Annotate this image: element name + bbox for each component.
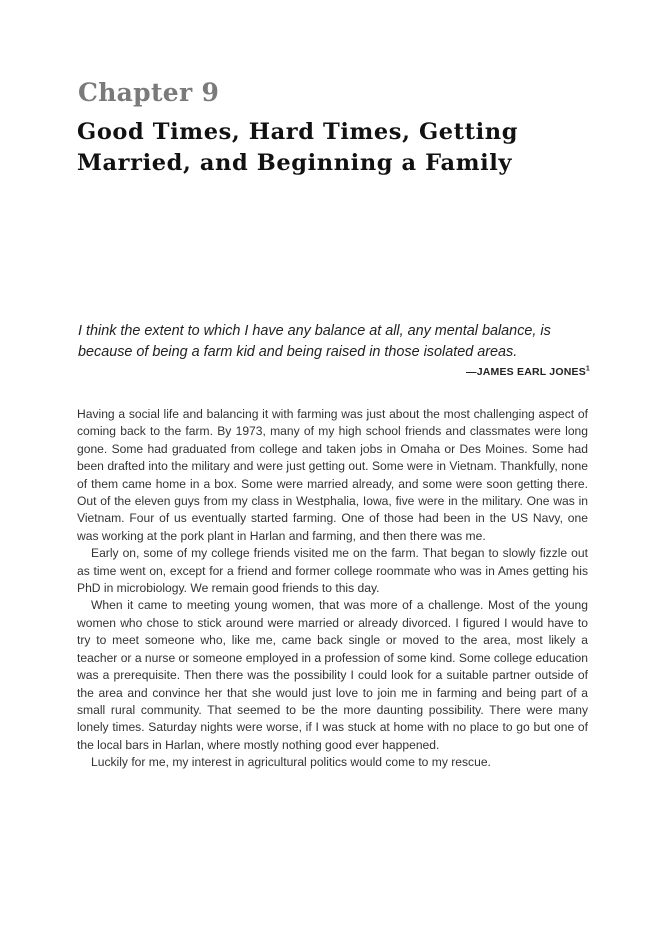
paragraph-1: Having a social life and balancing it with farming was just about the most challenging aspect of coming back to the farm. By 1973, many of my high school friends and classmates were long gone. Some had graduated from college and taken jobs in Omaha or Des Moines. Some had been drafted into the military and were just getting out. Some were in Vietnam. Thankfully, none of them came home in a box. Some were married already, and some were soon getting there. Out of the eleven guys from my class in Westphalia, Iowa, five were in the military. One was in Vietnam. Four of us eventually started farming. One of those had been in the US Navy, one was working at the pork plant in Harlan and farming, and then there was me.: [77, 407, 588, 543]
epigraph: [78, 321, 590, 379]
footnote-mark: 1: [585, 365, 590, 373]
chapter-label: Chapter 9: [78, 78, 220, 107]
body-text: [77, 406, 588, 772]
epigraph-author: —JAMES EARL JONES: [466, 366, 586, 378]
paragraph-3: When it came to meeting young women, that was more of a challenge. Most of the young women who chose to stick around were married or already divorced. I figured I would have to try to meet someone who, like me, came back single or moved to the area, most likely a teacher or a nurse or someone employed in a profession of some kind. Some college education was a prerequisite. Then there was the possibility I could look for a suitable partner outside of the area and convince her that she would just love to join me in farming and being part of a small rural community. That seemed to be the more daunting possibility. There were many lonely times. Saturday nights were worse, if I was stuck at home with no place to go but one of the local bars in Harlan, where mostly nothing good ever happened.: [77, 598, 588, 752]
epigraph-quote: I think the extent to which I have any balance at all, any mental balance, is because of being a farm kid and being raised in those isolated areas.: [78, 323, 551, 360]
chapter-title: Good Times, Hard Times, Getting Married, and Beginning a Family: [77, 119, 519, 176]
paragraph-4: Luckily for me, my interest in agricultural politics would come to my rescue.: [91, 755, 491, 770]
epigraph-attribution: [78, 365, 590, 379]
paragraph-2: Early on, some of my college friends visited me on the farm. That began to slowly fizzle out as time went on, except for a friend and former college roommate who was in Ames getting his PhD in microbiology. We remain good friends to this day.: [77, 546, 588, 596]
